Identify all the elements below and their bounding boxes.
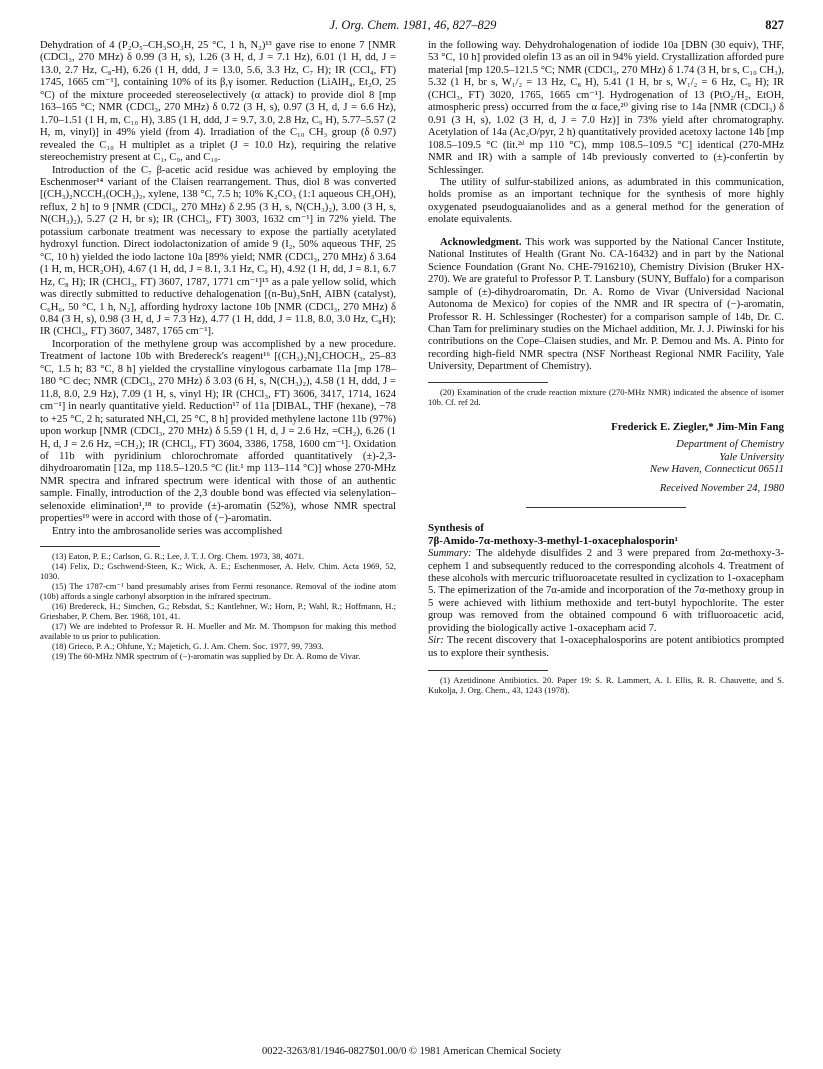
article-separator	[526, 507, 686, 508]
right-column	[428, 40, 784, 695]
sir-body: The recent discovery that 1-oxacephalosporins are potent antibiotics prompted us to explore their synthesis.	[428, 635, 784, 659]
footnote-rule-right	[428, 382, 548, 383]
page-number: 827	[765, 18, 784, 32]
paragraph-dehydrohalogenation: in the following way. Dehydrohalogenation of iodide 10a [DBN (30 equiv), THF, 53 °C, 10 h] provided olefin 13 as an oil in 94% yield. Crystallization afforded pure material [mp 120.5–121.5 °C; NMR (CDCl₃, 270 MHz) δ 1.74 (3 H, br s, C₁₀ CH₃), 5.32 (1 H, br s, W₁/₂ = 13 Hz, C₈ H), 5.41 (1 H, br s, W₁/₂ = 6 Hz, C₉ H); IR (CHCl₃, FT) 3020, 1765, 1665 cm⁻¹]. Hydrogenation of 13 (PtO₂/H₂, EtOH, atmospheric press) occurred from the α face,²⁰ giving rise to 14a [NMR (CDCl₃) δ 0.91 (3 H, s), 1.02 (3 H, d, J = 7.0 Hz)] in 73% yield after chromatography. Acetylation of 14a (Ac₂O/pyr, 2 h) quantitatively provided acetoxy lactone 14b [mp 108.5–109.5 °C (lit.²ᵈ mp 110 °C), mmp 108.5–109.5 °C] identical (270-MHz NMR and IR) with a sample of 14b previously converted to (±)-confertin by Schlessinger.	[428, 40, 784, 176]
footnote-17: (17) We are indebted to Professor R. H. Mueller and Mr. M. Thompson for making this method available to us prior to publication.	[40, 621, 396, 642]
acknowledgment-body: This work was supported by the National Cancer Institute, National Institutes of Health (Grant No. CA-16432) and in part by the National Science Foundation (Grant No. CHE-7916210), Chemistry Division (Bruker HX-270). We are grateful to Professor P. T. Lansbury (SUNY, Buffalo) for a comparison sample of (±)-dihydroaromatin, Dr. A. Romo de Vivar (Universidad Nacional Autonoma de Mexico) for copies of the NMR and IR spectra of (−)-aromatin, Professor R. H. Schlessinger (Rochester) for a comparison sample of 14b, Dr. C. Chan Tam for preliminary studies on the Michael addition, Mr. J. J. Piwinski for his contributions on the Cope–Claisen studies, and Mr. P. Demou and Ms. A. Pinto for recording high-field NMR spectra (NSF Northeast Regional NMR Facility, Yale University, Department of Chemistry).	[428, 236, 784, 373]
footnote-1: (1) Azetidinone Antibiotics. 20. Paper 19: S. R. Lammert, A. I. Ellis, R. R. Chauvette, and S. Kukolja, J. Org. Chem., 43, 1243 (1978).	[428, 675, 784, 696]
summary	[428, 548, 784, 635]
article-title-line1: Synthesis of	[428, 522, 484, 535]
affiliation-city: New Haven, Connecticut 06511	[650, 464, 784, 476]
footnote-14: (14) Felix, D.; Gschwend-Steen, K.; Wick, A. E.; Eschenmoser, A. Helv. Chim. Acta 1969, 52, 1030.	[40, 561, 396, 582]
summary-label: Summary:	[428, 548, 472, 560]
footnote-20: (20) Examination of the crude reaction mixture (270-MHz NMR) indicated the absence of isomer 10b. Cf. ref 2d.	[428, 386, 784, 407]
acknowledgment	[428, 237, 784, 374]
authors: Frederick E. Ziegler,* Jim-Min Fang	[611, 420, 784, 433]
paragraph-ambrosanolide: Entry into the ambrosanolide series was accomplished	[52, 525, 283, 537]
left-column	[40, 40, 396, 661]
journal-citation: J. Org. Chem. 1981, 46, 827–829	[329, 18, 497, 32]
footnote-13: (13) Eaton, P. E.; Carlson, G. R.; Lee, J. T. J. Org. Chem. 1973, 38, 4071.	[52, 551, 305, 562]
paragraph-utility: The utility of sulfur-stabilized anions, as adumbrated in this communication, holds promise as an important technique for the synthesis of more highly oxygenated pseudoguaianolides and as a general method for the generation of enolate equivalents.	[428, 176, 784, 226]
received-date: Received November 24, 1980	[659, 482, 784, 494]
affiliation-department: Department of Chemistry	[676, 439, 784, 451]
running-header	[42, 18, 784, 34]
sir-label: Sir:	[428, 635, 444, 647]
footnote-19: (19) The 60-MHz NMR spectrum of (−)-aromatin was supplied by Dr. A. Romo de Vivar.	[52, 651, 361, 662]
sir-paragraph	[428, 635, 784, 660]
footnote-rule-bottom	[428, 670, 548, 671]
paragraph-methylene: Incorporation of the methylene group was accomplished by a new procedure. Treatment of lactone 10b with Bredereck's reagent¹⁶ [(CH₃)₂N]₂CHOCH₃, 25–83 °C, 1.5 h; 83 °C, 8 h] yielded the crystalline vinylogous carbamate 11a [mp 178–180 °C dec; NMR (CDCl₃, 270 MHz) δ 3.03 (6 H, s, N(CH₃)₂), 4.58 (1 H, ddd, J = 11.8, 8.0, 2.9 Hz), 7.09 (1 H, s, vinyl H); IR (CHCl₃, FT) 3606, 3417, 1714, 1624 cm⁻¹] in nearly quantitative yield. Reduction¹⁷ of 11a [DIBAL, THF (hexane), −78 to +25 °C, 2 h; saturated NH₄Cl, 25 °C, 8 h] provided methylene lactone 11b (97%) upon workup [NMR (CDCl₃, 270 MHz) δ 5.59 (1 H, d, J = 2.6 Hz, =CH₂), 6.26 (1 H, d, J = 2.6 Hz, =CH₂); IR (CHCl₃, FT) 3604, 3386, 1758, 1600 cm⁻¹]. Oxidation of 11b with pyridinium chlorochromate afforded quantitatively (±)-2,3-dihydroaromatin [12a, mp 118.5–120.5 °C (lit.¹ mp 113–114 °C)] whose 270-MHz NMR spectra and infrared spectrum were identical with those of an authentic sample. Finally, introduction of the 2,3 double bond was effected via selenylation–selenoxide elimination¹,¹⁸ to provide (±)-aromatin (52%), whose NMR spectral properties¹⁹ were in accord with those of (−)-aromatin.	[40, 338, 396, 525]
footnote-15: (15) The 1787-cm⁻¹ band presumably arises from Fermi resonance. Removal of the iodine atom (10b) affords a single carbonyl absorption in the infrared spectrum.	[40, 581, 396, 602]
footnote-16: (16) Bredereck, H.; Simchen, G.; Rebsdat, S.; Kantlehner, W.; Horn, P.; Wahl, R.; Hoffmann, H.; Grieshaber, P. Chem. Ber. 1968, 101, 41.	[40, 601, 396, 622]
acknowledgment-heading: Acknowledgment.	[440, 236, 522, 248]
paragraph-dehydration: Dehydration of 4 (P₂O₅–CH₃SO₃H, 25 °C, 1 h, N₂)¹³ gave rise to enone 7 [NMR (CDCl₃, 270 MHz) δ 0.99 (3 H, s), 1.26 (3 H, d, J = 7.1 Hz), 6.01 (1 H, dd, J = 13.0, 2.7 Hz, C₈-H), 6.26 (1 H, ddd, J = 13.0, 5.6, 3.3 Hz, C₇ H); IR (CCl₄, FT) 1745, 1665 cm⁻¹], containing 10% of its β,γ isomer. Reduction (LiAlH₄, Et₂O, 25 °C) of the mixture proceeded stereoselectively (α attack) to provide diol 8 [mp 163–165 °C; NMR (CDCl₃, 270 MHz) δ 0.72 (3 H, s), 0.97 (3 H, d, J = 6.6 Hz), 1.70–1.51 (1 H, m, C₁₀ H), 3.85 (1 H, ddd, J = 9.7, 3.0, 2.8 Hz, C₉ H), 5.77–5.57 (2 H, m, vinyl)] in 49% yield (from 4). Irradiation of the C₁₀ CH₃ group (δ 0.97) revealed the C₁₀ H multiplet as a triplet (J = 10.0 Hz), requiring the relative stereochemistry present at C₁, C₉, and C₁₀.	[40, 40, 396, 164]
summary-body: The aldehyde disulfides 2 and 3 were prepared from 2α-methoxy-3-cephem 1 and subsequently reduced to the corresponding alcohols 4. Treatment of these alcohols with mercuric trifluoroacetate resulted in cyclization to 1-oxacepham 5. The epimerization of the 7α-amide and incorporation of the 7α-methoxy group in 5 were achieved with lithium methoxide and tert-butyl hypochlorite. The ester group was removed from the obtained compound 6 with trifluoroacetic acid, providing the biologically active 1-oxacepham acid 7.	[428, 548, 784, 634]
affiliation-university: Yale University	[719, 451, 784, 463]
article-title	[428, 522, 784, 548]
page-footer: 0022-3263/81/1946-0827$01.00/0 © 1981 American Chemical Society	[261, 1046, 562, 1057]
signature-block	[428, 421, 784, 495]
footnote-rule	[40, 546, 160, 547]
paragraph-claisen: Introduction of the C₇ β-acetic acid residue was achieved by employing the Eschenmoser¹⁴ variant of the Claisen rearrangement. Thus, diol 8 was converted [(CH₃)₂NCCH₃(OCH₃)₂, xylene, 138 °C, 7.5 h; 10% K₂CO₃ (1:1 aqueous CH₃OH), reflux, 2 h] to 9 [NMR (CDCl₃, 270 MHz) δ 2.95 (3 H, s, N(CH₃)₂), 3.00 (3 H, s, N(CH₃)₂), 5.27 (2 H, br s); IR (CHCl₃, FT) 3003, 1632 cm⁻¹] in 72% yield. The potassium carbonate treatment was necessary to expose the partially acetylated hydroxyl function. Direct iodolactonization of amide 9 (I₂, 50% aqueous THF, 25 °C, 10 h) yielded the iodo lactone 10a [89% yield; NMR (CDCl₃, 270 MHz) δ 3.64 (1 H, m, HCR₂OH), 4.67 (1 H, dd, J = 8.1, 3.1 Hz, C₉ H), 4.92 (1 H, dd, J = 8.1, 6.7 Hz, C₈ H); IR (CHCl₃, FT) 3607, 1787, 1771 cm⁻¹]¹⁵ as a pale yellow solid, which was directly submitted to reductive dehalogenation [(n-Bu)₃SnH, AIBN (catalyst), C₆H₆, 50 °C, 1 h, N₂], affording hydroxy lactone 10b [NMR (CDCl₃, 270 MHz) δ 0.84 (3 H, s), 0.98 (3 H, d, J = 7.3 Hz), 4.77 (1 H, ddd, J = 11.8, 8.0, 3.0 Hz, C₈H); IR (CHCl₃, FT) 3607, 3487, 1765 cm⁻¹].	[40, 164, 396, 338]
article-title-line2: 7β-Amido-7α-methoxy-3-methyl-1-oxacephalosporin¹	[428, 535, 678, 548]
footnote-18: (18) Grieco, P. A.; Ohfune, Y.; Majetich, G. J. Am. Chem. Soc. 1977, 99, 7393.	[52, 641, 324, 652]
